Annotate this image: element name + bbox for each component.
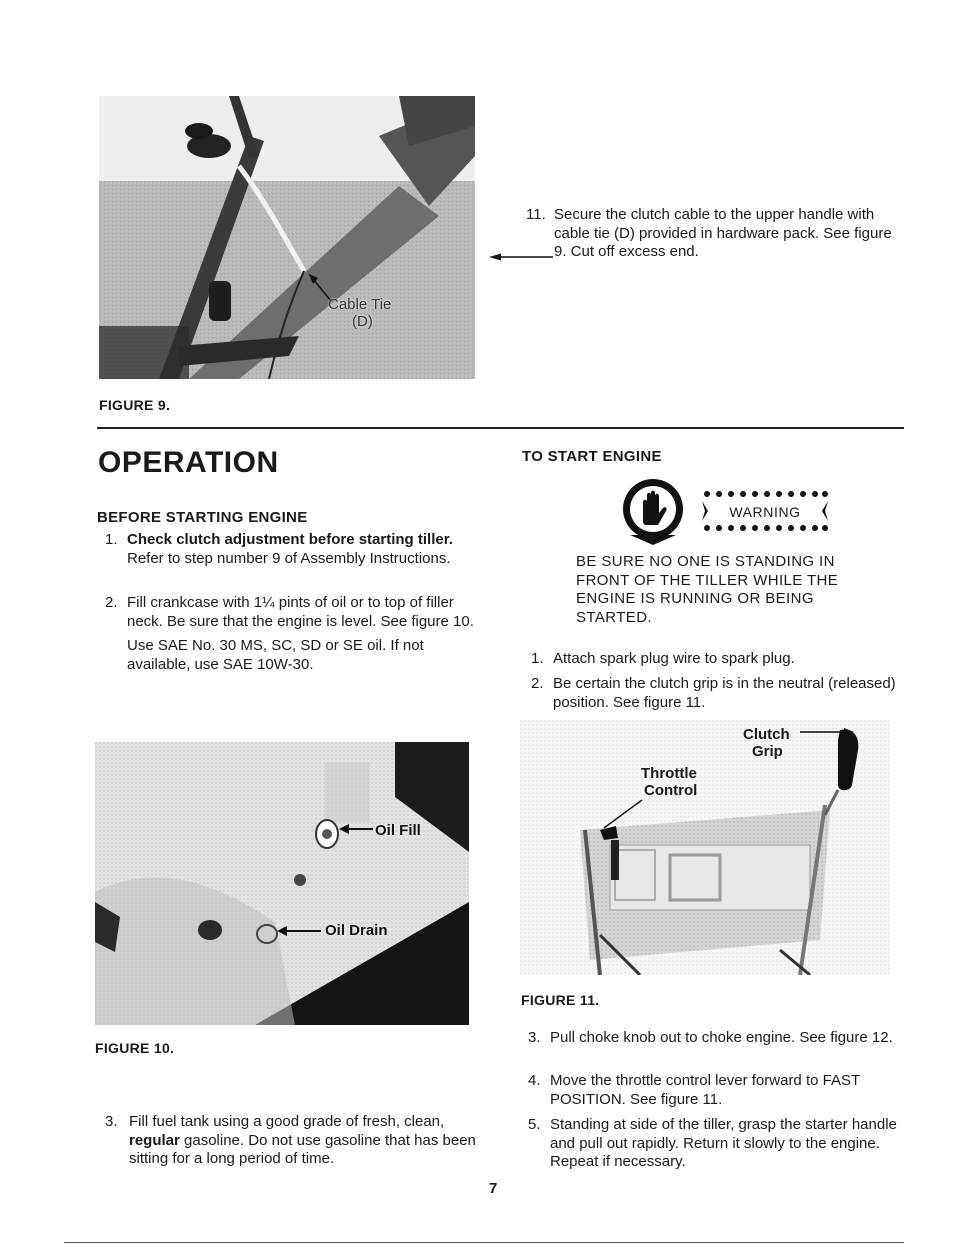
- heading-to-start-engine: TO START ENGINE: [522, 448, 662, 465]
- figure-10-label-oil-fill: Oil Fill: [375, 822, 421, 839]
- item-number: 4.: [528, 1072, 541, 1089]
- scan-edge-line: [64, 1242, 904, 1243]
- section-divider: [97, 427, 904, 429]
- warning-badge: [697, 487, 833, 535]
- item-bold-text: Check clutch adjustment before starting tiller.: [127, 531, 453, 548]
- item-number: 1.: [105, 531, 118, 548]
- assembly-step-11: [526, 206, 906, 266]
- item-number: 5.: [528, 1116, 541, 1133]
- start-item-4: [528, 1072, 902, 1112]
- figure-11-photo: [520, 720, 890, 975]
- start-item-2: [531, 675, 903, 715]
- start-item-3: [528, 1029, 902, 1069]
- hand-stop-icon: [616, 477, 690, 545]
- arrow-left-icon: [489, 249, 553, 259]
- item-number: 3.: [528, 1029, 541, 1046]
- figure-11-label-grip: Grip: [752, 743, 783, 760]
- item-number: 2.: [531, 675, 544, 692]
- figure-11-caption: FIGURE 11.: [521, 992, 600, 1008]
- figure-9-caption: FIGURE 9.: [99, 397, 171, 413]
- warning-text: BE SURE NO ONE IS STANDING IN FRONT OF THE TILLER WHILE THE ENGINE IS RUNNING OR BEING STARTED.: [576, 553, 839, 626]
- start-item-5: [528, 1116, 902, 1174]
- item-number: 1.: [531, 650, 544, 667]
- section-title-operation: OPERATION: [98, 446, 279, 479]
- item-number: 3.: [105, 1113, 118, 1130]
- item-number: 2.: [105, 594, 118, 611]
- item-text: Fill fuel tank using a good grade of fresh, clean, regular gasoline. Do not use gasoline that has been sitting for a long period of time.: [129, 1113, 476, 1167]
- figure-10-photo: [95, 742, 469, 1025]
- item-text: Standing at side of the tiller, grasp the starter handle and pull out rapidly. Return it slowly to the engine. Repeat if necessary.: [550, 1116, 897, 1170]
- before-item-2: [105, 594, 477, 694]
- figure-9-label-d: (D): [352, 313, 373, 330]
- warning-label: WARNING: [729, 504, 801, 520]
- before-item-3: [105, 1113, 478, 1171]
- start-item-1: [531, 650, 903, 670]
- figure-11-label-control: Control: [644, 782, 698, 799]
- item-text: Fill crankcase with 1¼ pints of oil or to top of filler neck. Be sure that the engine is level. See figure 10.: [127, 594, 474, 630]
- page-number: 7: [489, 1180, 498, 1197]
- figure-11-label-throttle: Throttle: [641, 765, 697, 782]
- item-text: Pull choke knob out to choke engine. See figure 12.: [550, 1029, 893, 1046]
- item-text: Attach spark plug wire to spark plug.: [553, 650, 795, 667]
- figure-9-label-cable-tie: Cable Tie: [328, 296, 392, 313]
- heading-before-starting-engine: BEFORE STARTING ENGINE: [97, 509, 308, 526]
- item-bold-word: regular: [129, 1131, 180, 1149]
- step-text: Secure the clutch cable to the upper handle with cable tie (D) provided in hardware pack. See figure 9. Cut off excess end.: [554, 206, 892, 260]
- figure-11-label-clutch: Clutch: [743, 726, 790, 743]
- figure-10-caption: FIGURE 10.: [95, 1040, 175, 1056]
- item-text: Refer to step number 9 of Assembly Instructions.: [127, 549, 451, 567]
- item-text: Be certain the clutch grip is in the neutral (released) position. See figure 11.: [553, 675, 896, 711]
- item-extra-text: Use SAE No. 30 MS, SC, SD or SE oil. If not available, use SAE 10W-30.: [127, 637, 424, 673]
- item-text: Move the throttle control lever forward to FAST POSITION. See figure 11.: [550, 1072, 860, 1108]
- before-item-1: [105, 531, 477, 589]
- step-number: 11.: [526, 206, 546, 223]
- figure-9-photo: [99, 96, 475, 379]
- figure-10-label-oil-drain: Oil Drain: [325, 922, 388, 939]
